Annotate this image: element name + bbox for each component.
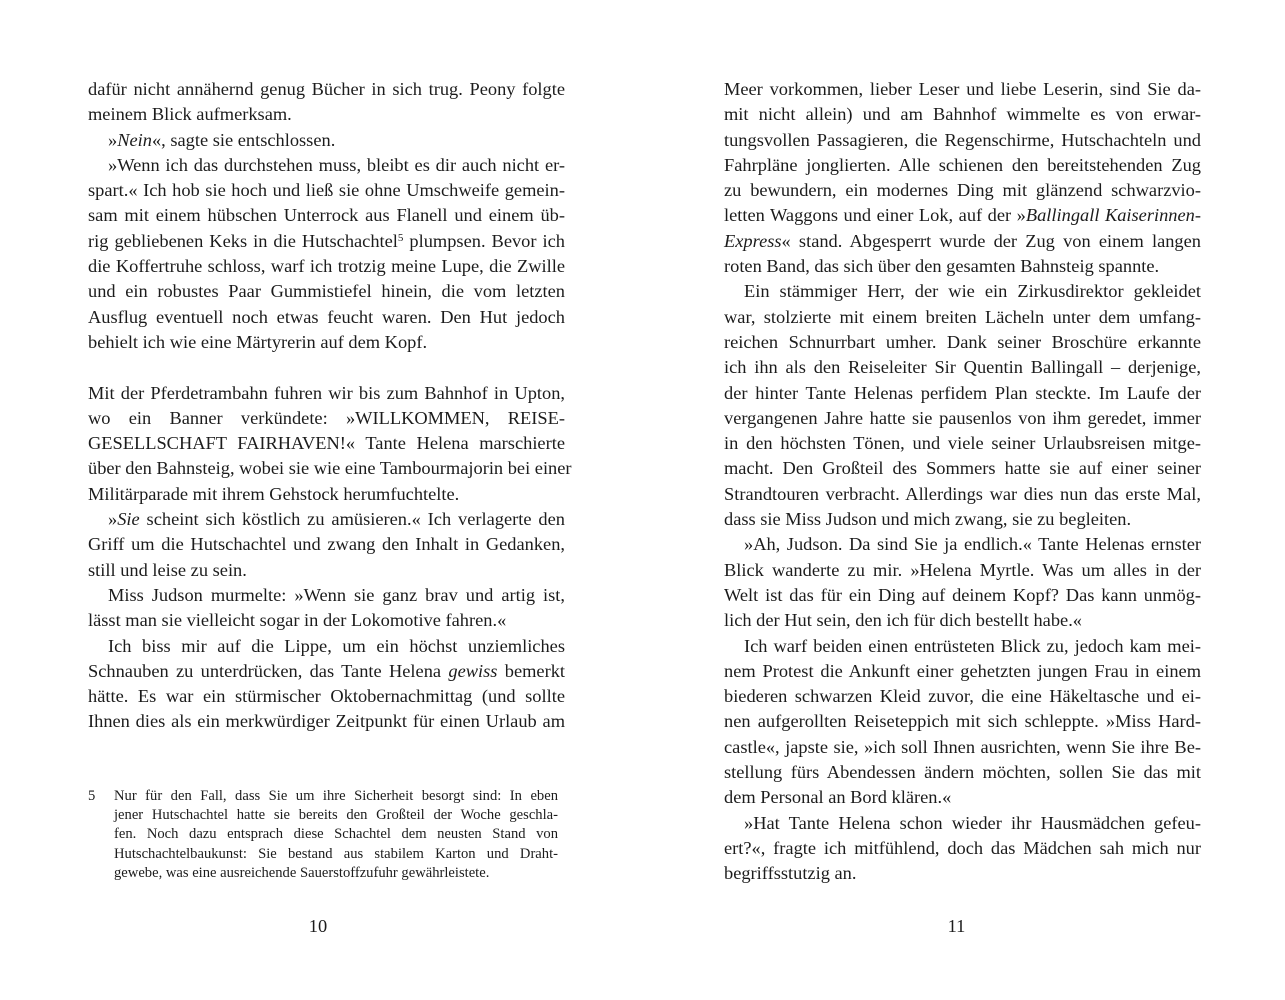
emphasis: Express xyxy=(724,230,782,251)
text-line: sam mit einem hübschen Unterrock aus Flanell und einem üb- xyxy=(88,205,565,226)
text-line: Miss Judson murmelte: »Wenn sie ganz brav und artig ist, xyxy=(108,584,565,605)
text-line: dem Personal an Bord klären.« xyxy=(724,787,952,808)
footnote-line: fen. Noch dazu entsprach diese Schachtel dem neusten Stand von xyxy=(114,826,558,843)
text-line: lässt man sie vielleicht sogar in der Lokomotive fahren.« xyxy=(88,610,507,631)
text-line: Ihnen dies als ein merkwürdiger Zeitpunkt für einen Urlaub am xyxy=(88,711,565,732)
text-line: Express« stand. Abgesperrt wurde der Zug von einem langen xyxy=(724,230,1201,251)
emphasis: Nein xyxy=(117,129,152,150)
paragraph xyxy=(724,279,1201,532)
text-line: Ausflug eventuell noch etwas feucht waren. Den Hut jedoch xyxy=(88,306,565,327)
text-line: tungsvollen Passagieren, die Regenschirme, Hutschachteln und xyxy=(724,129,1201,150)
text-line: war, stolzierte mit einem breiten Lächeln unter dem umfang- xyxy=(724,306,1201,327)
text-line: Ich biss mir auf die Lippe, um ein höchst unziemliches xyxy=(108,635,565,656)
text-line: Schnauben zu unterdrücken, das Tante Helena gewiss bemerkt xyxy=(88,660,566,681)
paragraph xyxy=(724,634,1201,811)
text-line: zu bewundern, ein modernes Ding mit glänzend schwarzvio- xyxy=(724,180,1201,201)
text-line: Welt ist das für ein Ding auf deinem Kopf? Das kann unmög- xyxy=(724,584,1201,605)
text-line: und ein robustes Paar Gummistiefel hinein, die vom letzten xyxy=(88,281,565,302)
left-page-body xyxy=(88,77,572,735)
text-line: dafür nicht annähernd genug Bücher in sich trug. Peony folgte xyxy=(88,79,565,99)
text-line: castle«, japste sie, »ich soll Ihnen ausrichten, wenn Sie ihre Be- xyxy=(724,736,1201,757)
text-line: Mit der Pferdetrambahn fuhren wir bis zum Bahnhof in Upton, xyxy=(88,382,565,403)
text-line: stellung fürs Abendessen ändern möchten, sollen Sie das mit xyxy=(724,762,1201,783)
text-line: rig gebliebenen Keks in die Hutschachtel$^5$ plumpsen. Bevor ich xyxy=(88,230,565,251)
text-line: mit nicht allein) und am Bahnhof wimmelte es von erwar- xyxy=(724,104,1201,125)
text-line: Strandtouren verbracht. Allerdings war dies nun das erste Mal, xyxy=(724,483,1201,504)
text-line: Ich warf beiden einen entrüsteten Blick zu, jedoch kam mei- xyxy=(744,635,1201,656)
paragraph xyxy=(88,128,565,153)
text-line: Ein stämmiger Herr, der wie ein Zirkusdirektor gekleidet xyxy=(744,281,1201,302)
paragraph xyxy=(88,381,572,507)
emphasis: Ballingall Kaiserinnen- xyxy=(1025,205,1201,226)
right-page xyxy=(642,0,1285,1000)
emphasis: gewiss xyxy=(448,660,498,681)
text-line: GESELLSCHAFT FAIRHAVEN!« Tante Helena marschierte xyxy=(88,433,565,454)
footnote xyxy=(88,787,558,883)
text-line: »Ah, Judson. Da sind Sie ja endlich.« Tante Helenas ernster xyxy=(744,534,1201,555)
text-line: behielt ich wie eine Märtyrerin auf dem Kopf. xyxy=(88,331,428,352)
text-line: meinem Blick aufmerksam. xyxy=(88,104,292,125)
text-line: letten Waggons und einer Lok, auf der »Ballingall Kaiserinnen- xyxy=(724,205,1201,226)
page-number: 10 xyxy=(308,916,328,936)
text-line: ert?«, fragte ich mitfühlend, doch das Mädchen sah mich nur xyxy=(724,837,1201,858)
text-line: Griff um die Hutschachtel und zwang den Inhalt in Gedanken, xyxy=(88,534,565,555)
text-line: »Hat Tante Helena schon wieder ihr Hausmädchen gefeu- xyxy=(744,812,1201,833)
text-line: roten Band, das sich über den gesamten Bahnsteig spannte. xyxy=(724,256,1160,277)
footnote-text xyxy=(114,787,558,883)
text-line: »Wenn ich das durchstehen muss, bleibt es dir auch nicht er- xyxy=(108,154,565,175)
section-break xyxy=(88,355,565,380)
footnote-number: 5 xyxy=(88,788,96,804)
text-line: Meer vorkommen, lieber Leser und liebe Leserin, sind Sie da- xyxy=(724,79,1201,99)
footnote-reference[interactable]: 5 xyxy=(397,231,404,244)
text-line: wo ein Banner verkündete: »WILLKOMMEN, REISE- xyxy=(88,407,565,428)
paragraph xyxy=(724,77,1201,279)
text-line: vergangenen Jahre hatte sie pausenlos von ihm geredet, immer xyxy=(724,407,1201,428)
text-line: lich der Hut sein, den ich für dich bestellt habe.« xyxy=(724,610,1082,631)
paragraph xyxy=(88,634,565,735)
text-line: still und leise zu sein. xyxy=(88,559,247,580)
right-page-body xyxy=(724,77,1201,887)
text-line: der hinter Tante Helenas perfidem Plan steckte. Im Laufe der xyxy=(724,382,1201,403)
text-line: über den Bahnsteig, wobei sie wie eine Tambourmajorin bei einer xyxy=(88,458,572,479)
text-line: »Sie scheint sich köstlich zu amüsieren.« Ich verlagerte den xyxy=(108,509,565,530)
text-line: »Nein«, sagte sie entschlossen. xyxy=(108,129,336,150)
text-line: Blick wanderte zu mir. »Helena Myrtle. Was um alles in der xyxy=(724,559,1201,580)
left-page xyxy=(0,0,642,1000)
paragraph xyxy=(88,153,565,355)
footnote-line: gewebe, was eine ausreichende Sauerstoffzufuhr gewährleistete. xyxy=(114,864,490,881)
text-line: dass sie Miss Judson und mich zwang, sie zu begleiten. xyxy=(724,509,1132,530)
text-line: macht. Den Großteil des Sommers hatte sie auf einer seiner xyxy=(724,458,1201,479)
text-line: Fahrpläne jonglierten. Alle schienen den bereitstehenden Zug xyxy=(724,154,1201,175)
paragraph xyxy=(724,811,1201,887)
text-line: biederen schwarzen Kleid zuvor, die eine Häkeltasche und ei- xyxy=(724,686,1201,707)
paragraph xyxy=(724,532,1201,633)
paragraph xyxy=(88,507,565,583)
text-line: nem Protest die Ankunft einer gehetzten jungen Frau in einem xyxy=(724,660,1201,681)
text-line: reichen Schnurrbart umher. Dank seiner Broschüre erkannte xyxy=(724,331,1201,352)
text-line: spart.« Ich hob sie hoch und ließ sie ohne Umschweife gemein- xyxy=(88,180,565,201)
text-line: nen aufgerollten Reiseteppich mit sich schleppte. »Miss Hard- xyxy=(724,711,1201,732)
text-line: in den höchsten Tönen, und viele seiner Urlaubsreisen mitge- xyxy=(724,433,1201,454)
text-line: ich ihn als den Reiseleiter Sir Quentin Ballingall – derjenige, xyxy=(724,357,1201,378)
text-line: begriffsstutzig an. xyxy=(724,863,857,884)
paragraph xyxy=(88,77,565,128)
footnote-line: jener Hutschachtel hatte sie bereits den Großteil der Woche geschla- xyxy=(114,807,558,824)
emphasis: Sie xyxy=(117,509,140,530)
text-line: Militärparade mit ihrem Gehstock herumfuchtelte. xyxy=(88,483,460,504)
paragraph xyxy=(88,583,565,634)
text-line: die Koffertruhe schloss, warf ich trotzig meine Lupe, die Zwille xyxy=(88,256,565,277)
footnote-line: Nur für den Fall, dass Sie um ihre Sicherheit besorgt sind: In eben xyxy=(114,788,558,804)
text-line: hätte. Es war ein stürmischer Oktobernachmittag (und sollte xyxy=(88,686,565,707)
page-number: 11 xyxy=(947,916,966,936)
footnote-line: Hutschachtelbaukunst: Sie bestand aus stabilem Karton und Draht- xyxy=(114,845,558,862)
